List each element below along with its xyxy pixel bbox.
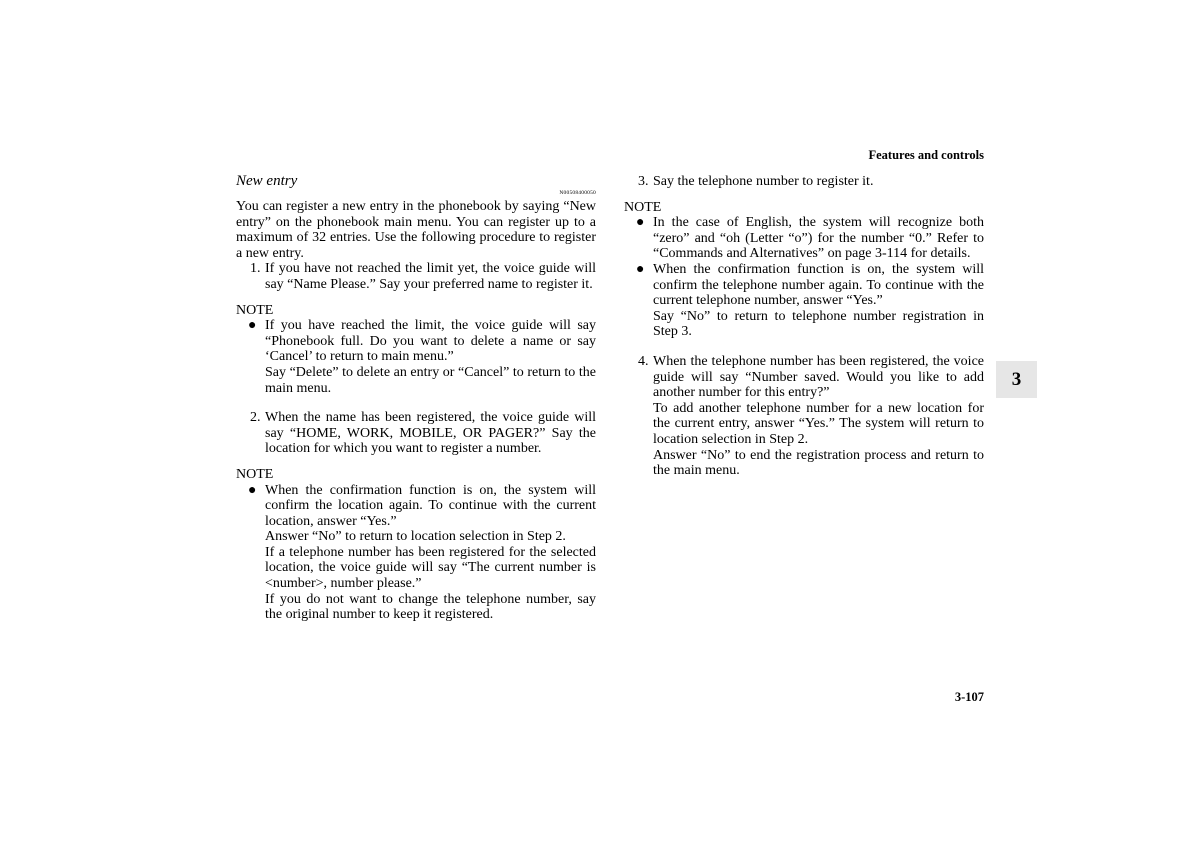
- note-bullet: [236, 318, 596, 396]
- step-2: [236, 410, 596, 457]
- bullet-icon: ●: [636, 215, 645, 231]
- note-bullet: [624, 215, 984, 262]
- step-number: 1.: [250, 261, 261, 277]
- note-label: NOTE: [236, 302, 274, 318]
- left-column: [236, 172, 596, 623]
- page-number: 3-107: [954, 690, 984, 704]
- step-4: [624, 354, 984, 479]
- step-text: Answer “No” to end the registration process and return to the main menu.: [653, 447, 984, 479]
- bullet-icon: ●: [248, 318, 257, 334]
- step-1: [236, 261, 596, 292]
- note-label: NOTE: [236, 466, 274, 482]
- section-header: Features and controls: [868, 148, 984, 162]
- step-text: To add another telephone number for a new location for the current entry, answer “Yes.” The system will return to location selection in Step 2.: [653, 400, 984, 447]
- step-number: 4.: [638, 353, 649, 369]
- note-text: When the confirmation function is on, the system will confirm the location again. To continue with the current location, answer “Yes.”: [265, 482, 596, 529]
- step-text: Say the telephone number to register it.: [653, 174, 874, 189]
- step-text: When the telephone number has been registered, the voice guide will say “Number saved. Would you like to add another number for this entry?”: [653, 353, 984, 401]
- note-text: If a telephone number has been registered for the selected location, the voice guide will say “The current number is <number>, number please.”: [265, 544, 596, 592]
- right-column: [624, 174, 984, 479]
- note-text: Say “Delete” to delete an entry or “Cancel” to return to the main menu.: [265, 364, 596, 396]
- note-bullet: [624, 262, 984, 340]
- step-number: 3.: [638, 174, 649, 189]
- note-text: If you do not want to change the telephone number, say the original number to keep it registered.: [265, 591, 596, 623]
- reference-code: N00508400050: [559, 190, 596, 196]
- step-text: If you have not reached the limit yet, the voice guide will say “Name Please.” Say your preferred name to register it.: [265, 261, 596, 292]
- note-text: In the case of English, the system will recognize both “zero” and “oh (Letter “o”) for the number “0.” Refer to “Commands and Alternatives” on page 3-114 for details.: [653, 215, 984, 262]
- step-number: 2.: [250, 410, 261, 426]
- note-text: When the confirmation function is on, the system will confirm the telephone number again. To continue with the current telephone number, answer “Yes.”: [653, 261, 984, 309]
- note-text: If you have reached the limit, the voice guide will say “Phonebook full. Do you want to delete a name or say ‘Cancel’ to return to main menu.”: [265, 318, 596, 365]
- chapter-number: 3: [1011, 369, 1022, 390]
- note-bullet: [236, 483, 596, 623]
- bullet-icon: ●: [248, 482, 257, 498]
- chapter-tab: [996, 361, 1037, 398]
- bullet-icon: ●: [636, 261, 645, 277]
- note-text: Answer “No” to return to location selection in Step 2.: [265, 529, 566, 545]
- note-text: Say “No” to return to telephone number registration in Step 3.: [653, 308, 984, 340]
- section-title: New entry: [236, 173, 298, 189]
- step-3: [624, 174, 984, 190]
- intro-paragraph: You can register a new entry in the phonebook by saying “New entry” on the phonebook main menu. You can register up to a maximum of 32 entries. Use the following procedure to register a new entry.: [236, 199, 596, 261]
- note-label: NOTE: [624, 199, 662, 215]
- step-text: When the name has been registered, the voice guide will say “HOME, WORK, MOBILE, OR PAGER?” Say the location for which you want to register a number.: [265, 410, 596, 457]
